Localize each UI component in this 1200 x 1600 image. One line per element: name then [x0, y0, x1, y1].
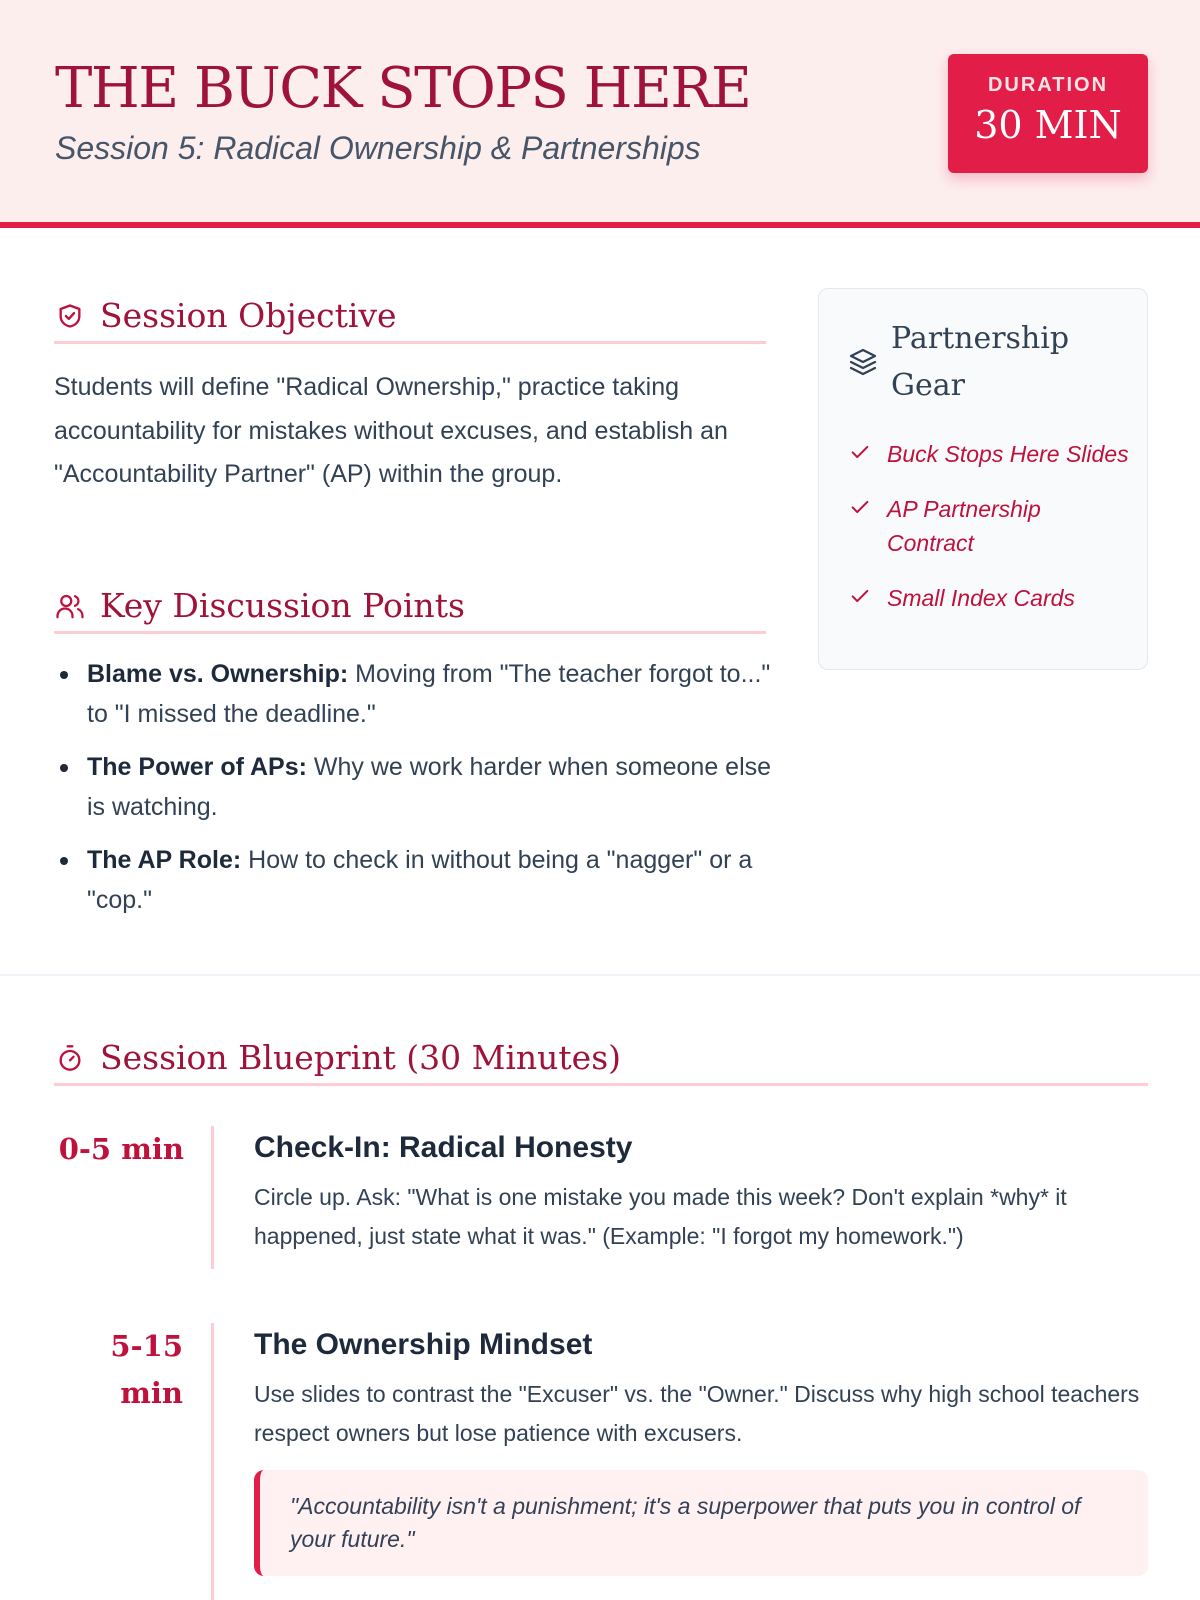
point-label: The AP Role: [87, 846, 242, 874]
point-text: Why we work harder when someone else is watching. [87, 753, 772, 821]
timeline-line [211, 1323, 214, 1600]
step-body [254, 1126, 1148, 1255]
gear-item [849, 492, 1129, 560]
gear-item [849, 581, 1129, 615]
point-text: How to check in without being a "nagger" or a "cop." [87, 846, 753, 914]
point-label: Blame vs. Ownership: [87, 660, 349, 688]
timeline-step [54, 1126, 1148, 1269]
step-time: 5-15 min [110, 1329, 183, 1410]
objective-heading [54, 290, 766, 344]
duration-label: DURATION [987, 74, 1109, 96]
objective-text: Students will define "Radical Ownership," practice taking accountability for mistakes without excuses, and establish an "Accountability Partner" (AP) within the group. [54, 373, 728, 488]
check-icon [849, 496, 871, 518]
gear-item-label: Small Index Cards [887, 585, 1075, 611]
layers-icon [847, 346, 879, 378]
step-body [254, 1323, 1148, 1576]
list-item [54, 747, 774, 827]
step-title: The Ownership Mindset [254, 1328, 593, 1361]
gear-heading [847, 315, 1091, 409]
gear-heading-text: Partnership Gear [891, 321, 1070, 403]
page-title: THE BUCK STOPS HERE [55, 56, 751, 121]
partnership-gear-card [818, 288, 1148, 670]
step-title: Check-In: Radical Honesty [254, 1131, 633, 1164]
list-item [54, 840, 774, 920]
blueprint-heading-text: Session Blueprint (30 Minutes) [100, 1038, 622, 1077]
check-icon [849, 585, 871, 607]
point-text: Moving from "The teacher forgot to..." to "I missed the deadline." [87, 660, 771, 728]
timeline-line [211, 1126, 214, 1269]
discussion-heading-text: Key Discussion Points [100, 586, 465, 625]
gear-item-label: Buck Stops Here Slides [887, 441, 1129, 467]
section-divider [0, 974, 1200, 976]
point-label: The Power of APs: [87, 753, 307, 781]
blueprint-heading [54, 1032, 1148, 1086]
objective-heading-text: Session Objective [100, 296, 397, 335]
timer-icon [54, 1042, 86, 1074]
discussion-heading [54, 580, 766, 634]
timeline-step [54, 1323, 1148, 1600]
step-description: Circle up. Ask: "What is one mistake you made this week? Don't explain *why* it happened, just state what it was." (Example: "I forgot my homework.") [254, 1184, 1067, 1249]
users-icon [54, 590, 86, 622]
step-time: 0-5 min [58, 1132, 184, 1166]
gear-item-label: AP Partnership Contract [887, 496, 1041, 556]
quote-callout: "Accountability isn't a punishment; it's a superpower that puts you in control of your future." [254, 1470, 1148, 1576]
step-description: Use slides to contrast the "Excuser" vs. the "Owner." Discuss why high school teachers respect owners but lose patience with excusers. [254, 1381, 1140, 1446]
duration-badge [948, 54, 1148, 173]
duration-value: 30 MIN [974, 103, 1122, 147]
gear-list [849, 437, 1129, 636]
gear-item [849, 437, 1129, 471]
session-header [0, 0, 1200, 228]
list-item [54, 654, 774, 734]
shield-check-icon [54, 300, 86, 332]
page-subtitle: Session 5: Radical Ownership & Partnerships [55, 130, 701, 166]
discussion-list [54, 654, 774, 933]
check-icon [849, 441, 871, 463]
